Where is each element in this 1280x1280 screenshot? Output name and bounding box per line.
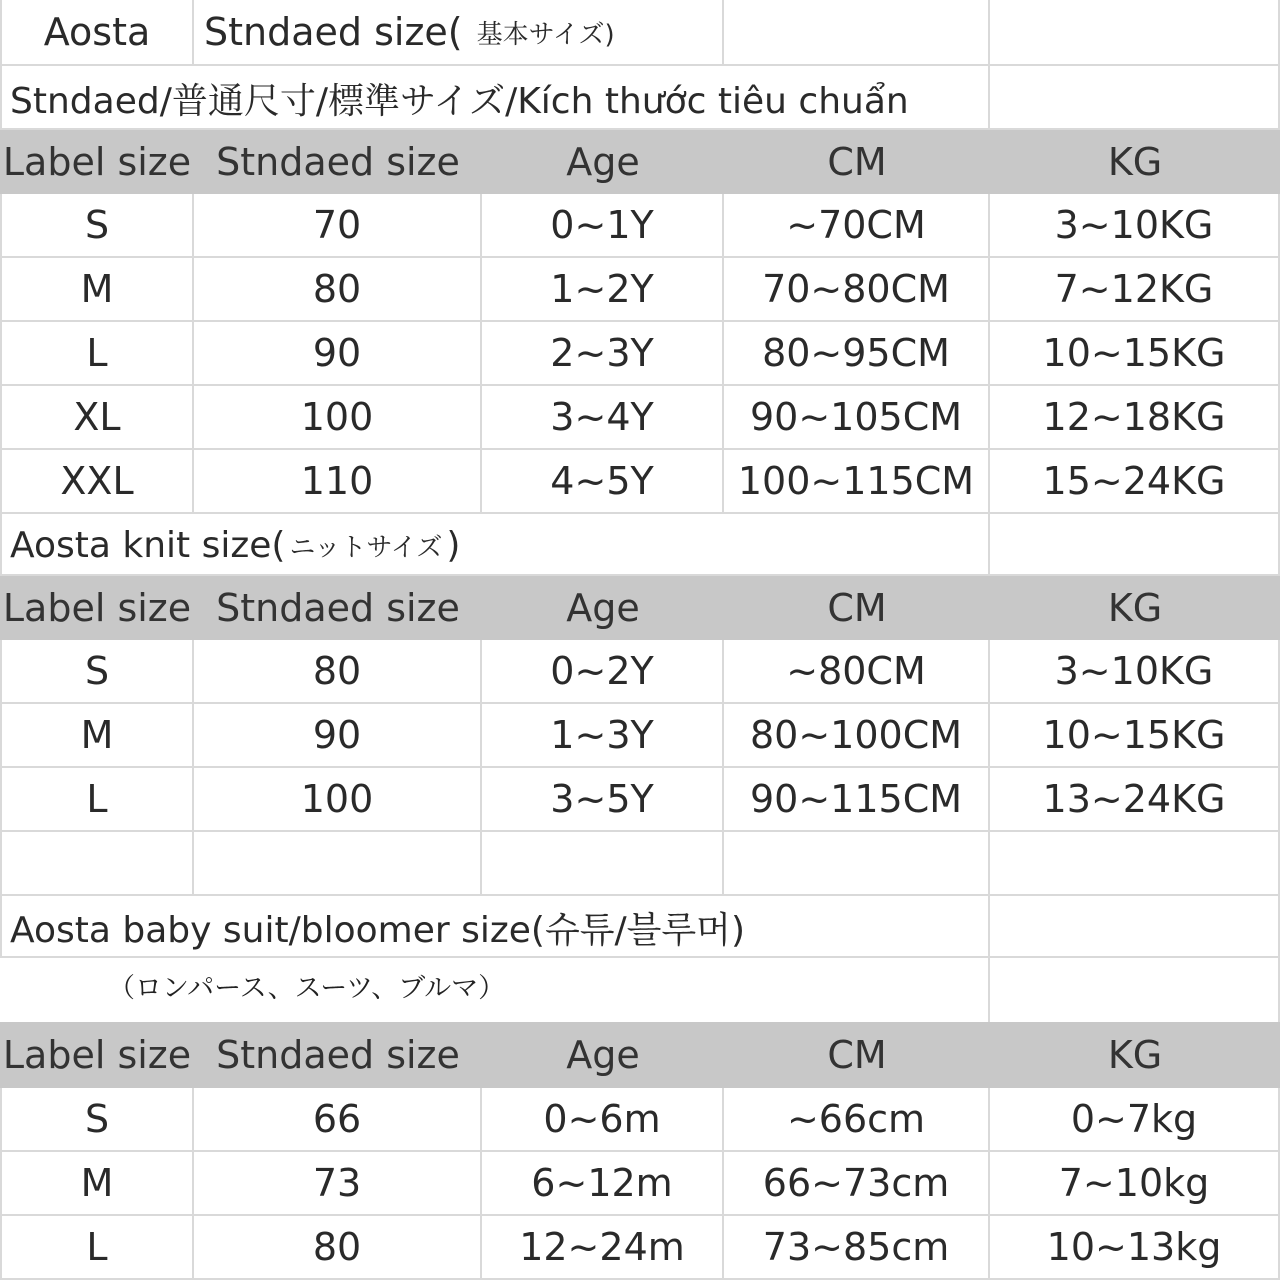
label-size-cell: XL: [0, 386, 194, 450]
knit-title-prefix: Aosta knit size(: [10, 524, 286, 566]
standard-size-cell: 100: [194, 386, 482, 450]
kg-cell: 0~7kg: [990, 1088, 1280, 1152]
column-divider: [988, 958, 990, 1022]
table-row: [0, 1152, 1280, 1216]
kg-cell: 13~24KG: [990, 768, 1280, 832]
label-size-cell: M: [0, 704, 194, 768]
cm-cell: 90~115CM: [724, 768, 990, 832]
kg-cell: 10~15KG: [990, 704, 1280, 768]
empty-cell: [194, 832, 482, 896]
knit-title-jp: ニットサイズ: [289, 532, 443, 563]
cm-cell: ~70CM: [724, 194, 990, 258]
header-label-size: Label size: [2, 140, 192, 184]
label-size-cell: S: [0, 194, 194, 258]
header-cm: CM: [827, 586, 887, 630]
standard-size-title: Stndaed size(: [204, 10, 463, 54]
label-size-cell: L: [0, 768, 194, 832]
label-size-cell: L: [0, 1216, 194, 1280]
empty-cell: [990, 896, 1280, 958]
table-header: [0, 130, 1280, 194]
kg-cell: 7~10kg: [990, 1152, 1280, 1216]
baby-section-row: [0, 896, 1280, 958]
standard-size-cell: 90: [194, 322, 482, 386]
header-age: Age: [566, 1033, 640, 1077]
label-size-cell: XXL: [0, 450, 194, 514]
standard-size-cell: 70: [194, 194, 482, 258]
standard-size-cell: 66: [194, 1088, 482, 1152]
empty-cell: [482, 832, 724, 896]
cm-cell: 80~100CM: [724, 704, 990, 768]
table-row: [0, 386, 1280, 450]
cm-cell: 80~95CM: [724, 322, 990, 386]
kg-cell: 12~18KG: [990, 386, 1280, 450]
header-age: Age: [566, 586, 640, 630]
label-size-cell: M: [0, 258, 194, 322]
label-size-cell: S: [0, 1088, 194, 1152]
header-cm: CM: [827, 1033, 887, 1077]
header-standard-size: Stndaed size: [216, 140, 460, 184]
age-cell: 0~1Y: [482, 194, 724, 258]
empty-cell: [724, 0, 990, 66]
cm-cell: 90~105CM: [724, 386, 990, 450]
age-cell: 0~2Y: [482, 640, 724, 704]
empty-row: [0, 832, 1280, 896]
label-size-cell: M: [0, 1152, 194, 1216]
age-cell: 3~4Y: [482, 386, 724, 450]
cm-cell: ~66cm: [724, 1088, 990, 1152]
table-row: [0, 194, 1280, 258]
header-cm: CM: [827, 140, 887, 184]
header-kg: KG: [1107, 140, 1163, 184]
standard-size-title-jp: 基本サイズ): [476, 19, 615, 50]
label-size-cell: S: [0, 640, 194, 704]
baby-subtitle-jp: （ロンパース、スーツ、ブルマ）: [108, 973, 506, 1004]
age-cell: 3~5Y: [482, 768, 724, 832]
age-cell: 2~3Y: [482, 322, 724, 386]
standard-size-cell: 110: [194, 450, 482, 514]
header-label-size: Label size: [2, 1033, 192, 1077]
table-row: [0, 704, 1280, 768]
standard-size-cell: 80: [194, 258, 482, 322]
table-row: [0, 1088, 1280, 1152]
age-cell: 0~6m: [482, 1088, 724, 1152]
standard-size-cell: 100: [194, 768, 482, 832]
age-cell: 1~2Y: [482, 258, 724, 322]
baby-section-title: Aosta baby suit/bloomer size(슈튜/블루머): [10, 909, 745, 951]
baby-subtitle-row: [0, 958, 1280, 1022]
cm-cell: ~80CM: [724, 640, 990, 704]
cm-cell: 100~115CM: [724, 450, 990, 514]
title-row: [0, 0, 1280, 66]
kg-cell: 10~13kg: [990, 1216, 1280, 1280]
standard-size-title-cell: [194, 0, 724, 66]
kg-cell: 3~10KG: [990, 194, 1280, 258]
kg-cell: 10~15KG: [990, 322, 1280, 386]
standard-size-cell: 80: [194, 640, 482, 704]
brand-cell: [0, 0, 194, 66]
header-standard-size: Stndaed size: [216, 1033, 460, 1077]
age-cell: 6~12m: [482, 1152, 724, 1216]
header-kg: KG: [1107, 1033, 1163, 1077]
kg-cell: 15~24KG: [990, 450, 1280, 514]
label-size-cell: L: [0, 322, 194, 386]
table-row: [0, 450, 1280, 514]
table-header: [0, 576, 1280, 640]
empty-cell: [990, 66, 1280, 130]
empty-cell: [0, 832, 194, 896]
cm-cell: 70~80CM: [724, 258, 990, 322]
header-age: Age: [566, 140, 640, 184]
empty-cell: [990, 832, 1280, 896]
table-row: [0, 258, 1280, 322]
age-cell: 12~24m: [482, 1216, 724, 1280]
empty-cell: [724, 832, 990, 896]
standard-section-title: Stndaed/普通尺寸/標準サイズ/Kích thước tiêu chuẩn: [10, 80, 909, 122]
kg-cell: 7~12KG: [990, 258, 1280, 322]
standard-size-cell: 80: [194, 1216, 482, 1280]
table-row: [0, 322, 1280, 386]
knit-section-title: [10, 514, 460, 576]
header-standard-size: Stndaed size: [216, 586, 460, 630]
knit-section-row: [0, 514, 1280, 576]
table-row: [0, 640, 1280, 704]
header-label-size: Label size: [2, 586, 192, 630]
age-cell: 1~3Y: [482, 704, 724, 768]
cm-cell: 73~85cm: [724, 1216, 990, 1280]
empty-cell: [990, 514, 1280, 576]
brand-name: Aosta: [43, 10, 151, 54]
table-header: [0, 1022, 1280, 1088]
table-row: [0, 1216, 1280, 1280]
kg-cell: 3~10KG: [990, 640, 1280, 704]
table-row: [0, 768, 1280, 832]
header-kg: KG: [1107, 586, 1163, 630]
cm-cell: 66~73cm: [724, 1152, 990, 1216]
empty-cell: [990, 0, 1280, 66]
knit-title-suffix: ): [446, 524, 461, 566]
standard-section-row: [0, 66, 1280, 130]
standard-size-cell: 90: [194, 704, 482, 768]
age-cell: 4~5Y: [482, 450, 724, 514]
standard-size-cell: 73: [194, 1152, 482, 1216]
